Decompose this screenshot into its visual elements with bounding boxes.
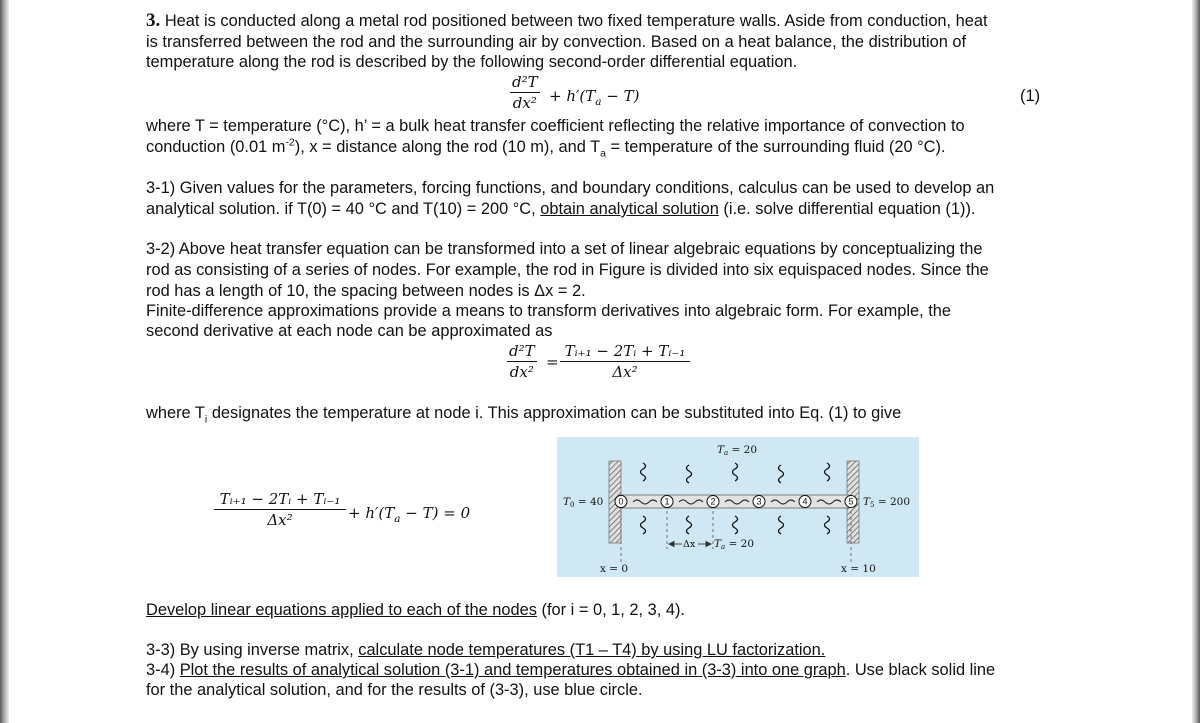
node-guides	[621, 511, 851, 563]
part2-line-3: rod has a length of 10, the spacing between nodes is Δx = 2.	[146, 282, 586, 300]
part2-line-4: Finite-difference approximations provide a means to transform derivatives into algebraic form. For example, the	[146, 302, 952, 320]
right-page-edge	[1192, 0, 1200, 723]
eq2-equals: =	[546, 353, 559, 371]
eq2-rhs-fraction: $\frac{\text{Tᵢ₊₁ − 2Tᵢ + Tᵢ₋₁}}{\text{Δx²}}$	[560, 342, 690, 381]
right-boundary-temp: T5 = 200	[863, 496, 910, 509]
rod-diagram	[557, 437, 919, 577]
x-end-label: x = 10	[841, 563, 876, 575]
develop-task: Develop linear equations applied to each of the nodes	[146, 601, 537, 619]
eq1-convection-term: + $h'(T_a - T)$	[549, 87, 640, 108]
left-boundary-temp: T0 = 40	[563, 496, 604, 509]
part1-line-1: 3-1) Given values for the parameters, forcing functions, and boundary conditions, calculus can be used to develop an	[146, 179, 995, 197]
node-label: 4	[802, 496, 808, 507]
intro-line-1: 3. Heat is conducted along a metal rod positioned between two fixed temperature walls. Aside from conduction, heat	[146, 10, 988, 31]
part2-line-1: 3-2) Above heat transfer equation can be transformed into a set of linear algebraic equations by conceptualizing the	[146, 240, 983, 258]
eq2-lhs-fraction: $\frac{\text{d²T}}{\text{dx²}}$	[509, 342, 535, 381]
part1-line-2: analytical solution. if T(0) = 40 °C and T(10) = 200 °C, obtain analytical solution (i.e. solve differential equation (1)).	[146, 200, 976, 218]
node-label: 5	[848, 496, 854, 507]
dx-label: Δx	[683, 539, 696, 550]
part4-line-1: 3-4) Plot the results of analytical solution (3-1) and temperatures obtained in (3-3) into one graph. Use black solid line	[146, 661, 996, 679]
eq1-fraction: $\frac{\text{d²T}}{\text{dx²}}$	[512, 73, 538, 112]
heat-flux-bottom	[641, 516, 830, 534]
node-label: 0	[618, 496, 624, 507]
rod-node-figure	[557, 437, 919, 577]
ambient-temp-top: Ta = 20	[717, 444, 758, 457]
where-line-2: conduction (0.01 $m^{-2}$), x = distance along the rod (10 m), and $T_a$ = temperature of the surrounding fluid (20 °C).	[146, 136, 946, 160]
eq3-fraction: $\frac{\text{Tᵢ₊₁ − 2Tᵢ + Tᵢ₋₁}}{\text{Δx²}}$	[214, 490, 346, 529]
part3-task: calculate node temperatures (T1 – T4) by using LU factorization.	[358, 641, 826, 659]
x-start-label: x = 0	[600, 563, 629, 575]
part4-task: Plot the results of analytical solution (3-1) and temperatures obtained in (3-3) into one graph	[179, 661, 846, 679]
part1-task: obtain analytical solution	[540, 200, 719, 218]
node-label: 2	[710, 496, 716, 507]
part2-line-2: rod as consisting of a series of nodes. For example, the rod in Figure is divided into six equispaced nodes. Since the	[146, 261, 989, 279]
intro-line-3: temperature along the rod is described by the following second-order differential equation.	[146, 53, 798, 71]
heat-flux-top	[641, 463, 830, 483]
problem-number: 3.	[146, 10, 161, 31]
intro-line-2: is transferred between the rod and the surrounding air by convection. Based on a heat balance, the distribution of	[146, 33, 967, 51]
ambient-temp-bottom: Ta = 20	[714, 538, 755, 551]
part3-line: 3-3) By using inverse matrix, calculate node temperatures (T1 – T4) by using LU factorization.	[146, 641, 826, 659]
part2-line-5: second derivative at each node can be approximated as	[146, 322, 553, 340]
part2-line-6: where $T_i$ designates the temperature at node i. This approximation can be substituted into Eq. (1) to give	[146, 404, 902, 426]
part4-line-2: for the analytical solution, and for the results of (3-3), use blue circle.	[146, 681, 643, 699]
node-label: 3	[756, 496, 762, 507]
develop-line: Develop linear equations applied to each of the nodes (for i = 0, 1, 2, 3, 4).	[146, 601, 685, 619]
where-line-1: where T = temperature (°C), h’ = a bulk heat transfer coefficient reflecting the relative importance of convection to	[146, 117, 965, 135]
eq3-convection-term: + $h'(T_a - T) = 0$	[348, 504, 471, 525]
eq1-label: (1)	[1020, 87, 1041, 105]
node-label: 1	[664, 496, 670, 507]
metal-rod	[619, 495, 849, 508]
left-page-edge	[0, 0, 9, 723]
